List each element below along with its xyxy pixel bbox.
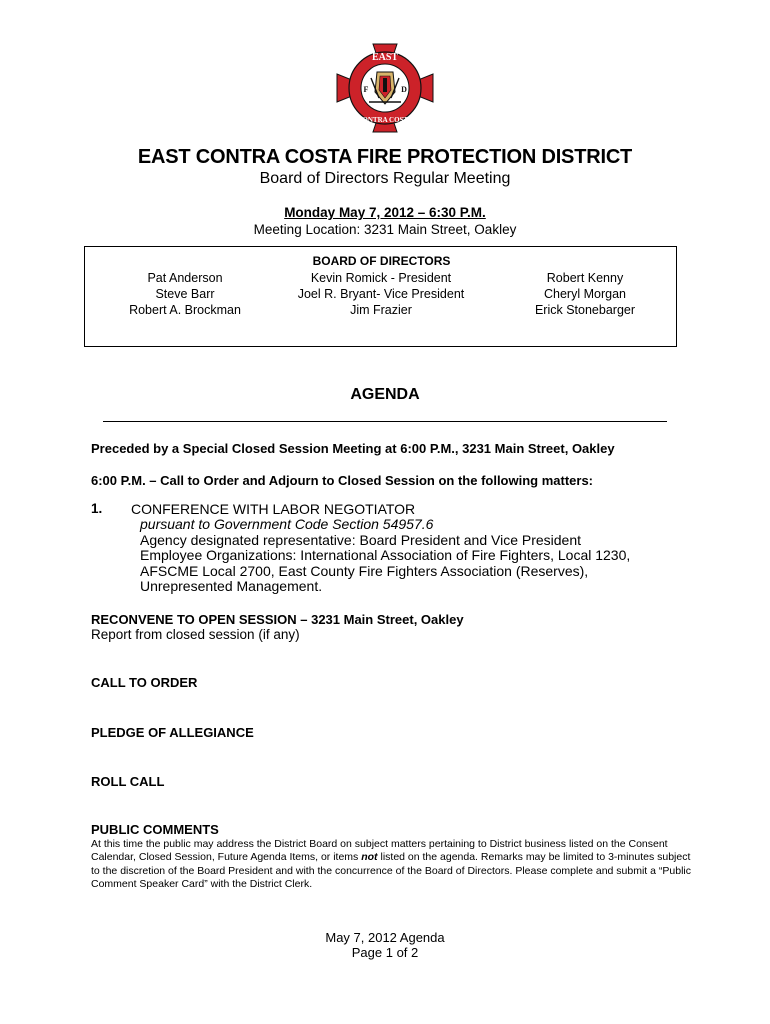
footer-agenda-date: May 7, 2012 Agenda (325, 930, 445, 945)
board-column-right (505, 270, 665, 318)
director-name: Kevin Romick - President (310, 271, 452, 285)
meeting-date-time: Monday May 7, 2012 – 6:30 P.M. (284, 205, 486, 220)
director-name: Robert A. Brockman (129, 303, 241, 317)
item-authority: pursuant to Government Code Section 54957.6 (140, 516, 434, 532)
board-column-middle (281, 270, 481, 318)
logo-right-initial: D (401, 85, 407, 94)
public-comments-heading: PUBLIC COMMENTS (91, 822, 219, 837)
pledge-heading: PLEDGE OF ALLEGIANCE (91, 725, 254, 740)
item-details (140, 517, 660, 595)
director-name: Pat Anderson (147, 271, 223, 285)
item-detail-line: Employee Organizations: International Association of Fire Fighters, Local 1230, (140, 547, 631, 563)
item-title: CONFERENCE WITH LABOR NEGOTIATOR (131, 501, 416, 517)
item-detail-line: Unrepresented Management. (140, 578, 323, 594)
director-name: Joel R. Bryant- Vice President (297, 287, 465, 301)
item-detail-line: Agency designated representative: Board President and Vice President (140, 531, 582, 548)
closed-session-call-to-order: 6:00 P.M. – Call to Order and Adjourn to Closed Session on the following matters: (91, 473, 594, 488)
director-name: Cheryl Morgan (544, 287, 626, 301)
meeting-location: Meeting Location: 3231 Main Street, Oakley (253, 222, 517, 237)
board-heading: BOARD OF DIRECTORS (312, 254, 451, 268)
director-name: Erick Stonebarger (534, 303, 636, 317)
logo-bottom-text: CONTRA COSTA (357, 116, 413, 124)
closed-session-notice: Preceded by a Special Closed Session Meeting at 6:00 P.M., 3231 Main Street, Oakley (91, 441, 615, 456)
footer-page-number: Page 1 of 2 (351, 945, 419, 960)
director-name: Robert Kenny (546, 271, 624, 285)
item-detail-line: AFSCME Local 2700, East County Fire Fighters Association (Reserves), (140, 562, 589, 579)
director-name: Steve Barr (155, 287, 215, 301)
public-comments-text-part: listed on the agenda. Remarks may be limited to 3-minutes subject to the discretion of the Board President and with the concurrence of the Board of Directors. Please complete and submit a “Public Comment Speaker Card” with the District Clerk. (91, 851, 691, 890)
meeting-subtitle: Board of Directors Regular Meeting (259, 170, 511, 187)
call-to-order-heading: CALL TO ORDER (91, 675, 198, 690)
district-seal-logo (335, 42, 435, 134)
page-title: EAST CONTRA COSTA FIRE PROTECTION DISTRICT (137, 146, 633, 168)
roll-call-heading: ROLL CALL (91, 774, 165, 789)
public-comments-emphasis: not (361, 851, 378, 864)
logo-left-initial: F (363, 85, 369, 94)
closed-session-report: Report from closed session (if any) (91, 627, 300, 642)
item-number: 1. (91, 501, 103, 516)
public-comments-text-part: At this time the public may address the District Board on subject matters pertaining to District business listed on the Consent Calendar, Closed Session, Future Agenda Items, or items (91, 838, 668, 864)
reconvene-heading: RECONVENE TO OPEN SESSION – 3231 Main Street, Oakley (91, 612, 464, 627)
agenda-title: AGENDA (350, 386, 420, 403)
agenda-divider (103, 421, 667, 422)
director-name: Jim Frazier (350, 303, 412, 317)
logo-top-text: EAST (371, 52, 399, 63)
page-footer (0, 930, 770, 960)
public-comments-text (91, 838, 691, 891)
board-column-left (105, 270, 265, 318)
board-of-directors-box (84, 246, 677, 347)
